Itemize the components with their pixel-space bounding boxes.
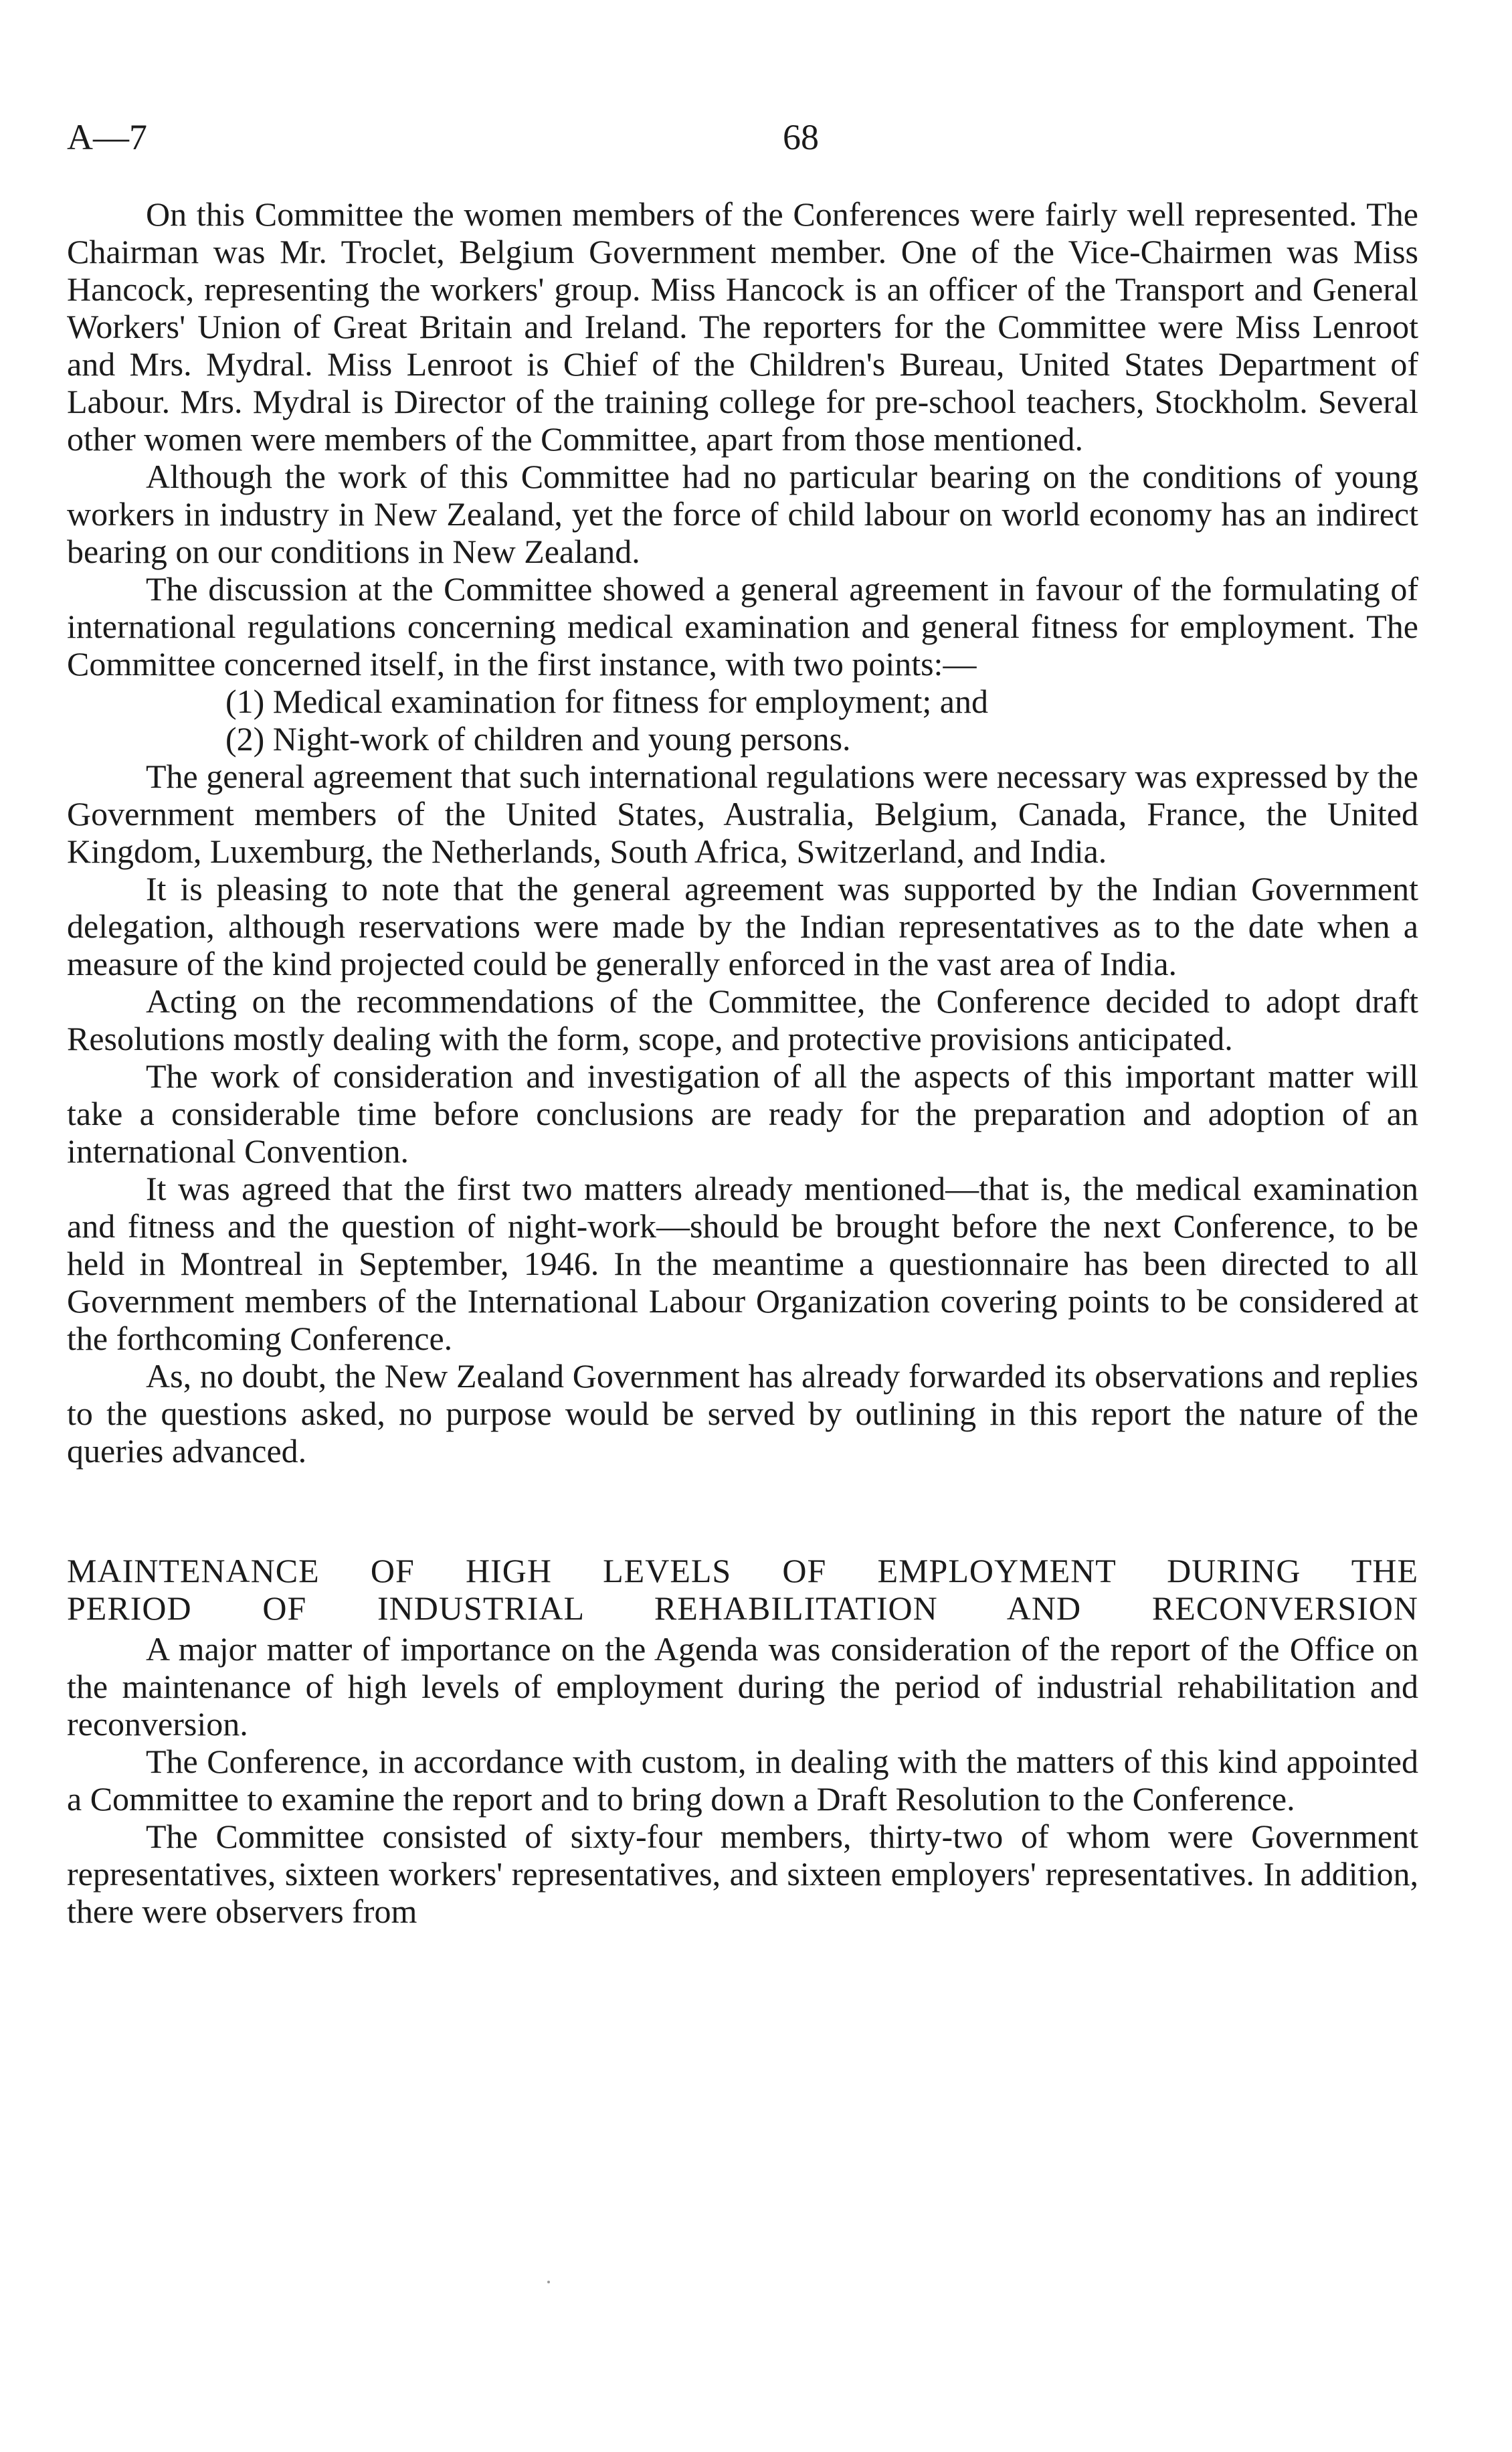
page-header xyxy=(67,114,1418,161)
section-heading xyxy=(67,1552,1418,1627)
paragraph: Although the work of this Committee had no particular bearing on the conditions of young workers in industry in New Zealand, yet the force of child labour on world economy has an indirect bearing on our conditions in New Zealand. xyxy=(67,458,1418,570)
paragraph: The work of consideration and investigation of all the aspects of this important matter will take a considerable time before conclusions are ready for the preparation and adoption of an international Convention. xyxy=(67,1057,1418,1170)
print-speck xyxy=(547,2281,550,2283)
paragraph: A major matter of importance on the Agenda was consideration of the report of the Office on the maintenance of high levels of employment during the period of industrial rehabilitation and reconversion. xyxy=(67,1630,1418,1743)
document-reference: A—7 xyxy=(67,117,147,157)
body-text xyxy=(67,195,1418,1930)
points-list xyxy=(67,683,1418,758)
section-heading-line: PERIOD OF INDUSTRIAL REHABILITATION AND RECONVERSION xyxy=(67,1589,1418,1627)
paragraph: Acting on the recommendations of the Committee, the Conference decided to adopt draft Resolutions mostly dealing with the form, scope, and protective provisions anticipated. xyxy=(67,982,1418,1057)
paragraph: On this Committee the women members of the Conferences were fairly well represented. The Chairman was Mr. Troclet, Belgium Government member. One of the Vice-Chairmen was Miss Hancock, representing the workers' group. Miss Hancock is an officer of the Transport and General Workers' Union of Great Britain and Ireland. The reporters for the Committee were Miss Lenroot and Mrs. Mydral. Miss Lenroot is Chief of the Children's Bureau, United States Department of Labour. Mrs. Mydral is Director of the training college for pre-school teachers, Stockholm. Several other women were members of the Committee, apart from those mentioned. xyxy=(67,195,1418,458)
paragraph: The Conference, in accordance with custom, in dealing with the matters of this kind appointed a Committee to examine the report and to bring down a Draft Resolution to the Conference. xyxy=(67,1743,1418,1818)
section-heading-line: MAINTENANCE OF HIGH LEVELS OF EMPLOYMENT DURING THE xyxy=(67,1552,1418,1589)
paragraph: It is pleasing to note that the general agreement was supported by the Indian Government delegation, although reservations were made by the Indian representatives as to the date when a measure of the kind projected could be generally enforced in the vast area of India. xyxy=(67,870,1418,982)
paragraph: The Committee consisted of sixty-four members, thirty-two of whom were Government representatives, sixteen workers' representatives, and sixteen employers' representatives. In addition, there were observers from xyxy=(67,1818,1418,1930)
page-number: 68 xyxy=(783,117,819,157)
paragraph: The general agreement that such international regulations were necessary was expressed by the Government members of the United States, Australia, Belgium, Canada, France, the United Kingdom, Luxemburg, the Netherlands, South Africa, Switzerland, and India. xyxy=(67,758,1419,870)
paragraph: The discussion at the Committee showed a general agreement in favour of the formulating of international regulations concerning medical examination and general fitness for employment. The Committee concerned itself, in the first instance, with two points:— xyxy=(67,570,1418,683)
paragraph: As, no doubt, the New Zealand Government has already forwarded its observations and replies to the questions asked, no purpose would be served by outlining in this report the nature of the queries advanced. xyxy=(67,1357,1418,1470)
list-item: (2) Night-work of children and young persons. xyxy=(225,720,851,758)
list-item: (1) Medical examination for fitness for employment; and xyxy=(225,683,988,720)
paragraph: It was agreed that the first two matters already mentioned—that is, the medical examination and fitness and the question of night-work—should be brought before the next Conference, to be held in Montreal in September, 1946. In the meantime a questionnaire has been directed to all Government members of the International Labour Organization covering points to be considered at the forthcoming Conference. xyxy=(67,1170,1418,1357)
